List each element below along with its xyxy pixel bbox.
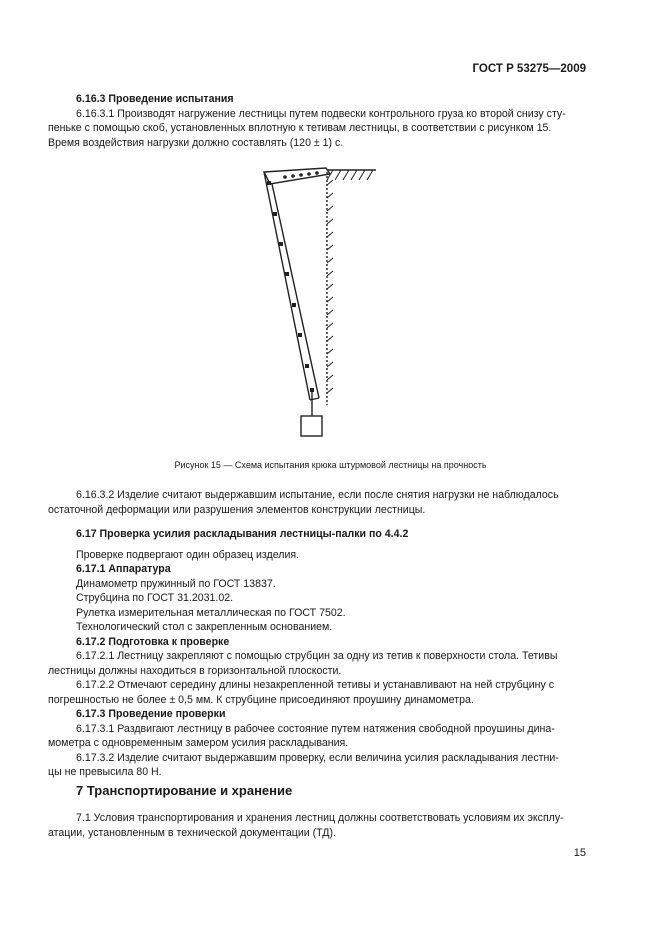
para-line: Время воздействия нагрузки должно составлять (120 ± 1) с. [48,136,344,149]
para-line: погрешностью не более ± 0,5 мм. К струбцине присоединяют проушину динамометра. [48,693,474,706]
control-weight [301,416,322,436]
para-line: 6.17.2.2 Отмечают середину длины незакрепленной тетивы и устанавливают на ней струбцину с [76,679,555,691]
para-line: цы не превысила 80 Н. [48,766,162,778]
wall-top-hatch [327,170,373,180]
heading-6-17-1: 6.17.1 Аппаратура [76,563,171,575]
para-line: 6.16.3.1 Производят нагружение лестницы путем подвески контрольного груза ко второй снизу сту- [76,107,566,120]
section-7-title: 7 Транспортирование и хранение [76,783,293,798]
para-line: 6.17.3.2 Изделие считают выдержавшим проверку, если величина усилия раскладывания лестни- [76,751,559,764]
heading-6-17-3: 6.17.3 Проведение проверки [76,708,226,720]
heading-6-17-2: 6.17.2 Подготовка к проверке [76,635,230,648]
heading-6-17: 6.17 Проверка усилия раскладывания лестницы-палки по 4.4.2 [76,528,409,540]
figure-caption: Рисунок 15 — Схема испытания крюка штурмовой лестницы на прочность [174,460,487,470]
hook-bar [264,168,330,184]
ladder-stringer-right [272,184,319,398]
para-line: пеньке с помощью скоб, установленных вплотную к тетивам лестницы, в соответствии с рисунком 15. [48,122,552,134]
para-6-16-3-2 [48,488,586,517]
para-line: 7.1 Условия транспортирования и хранения лестниц должны соответствовать условиям их эксплу- [76,812,564,824]
ladder-rungs [267,181,314,392]
para-7-1 [48,811,586,840]
para-line: Проверке подвергают один образец изделия. [76,548,300,561]
para-line: 6.17.3.1 Раздвигают лестницу в рабочее состояние путем натяжения свободной проушины дина- [76,722,555,735]
hook-holes [283,171,319,179]
equipment-item: Технологический стол с закрепленным основанием. [76,621,333,633]
page-number: 15 [573,847,586,859]
heading-6-16-3: 6.16.3 Проведение испытания [76,93,234,105]
wall-hatch [327,180,333,393]
para-line: остаточной деформации или разрушения элементов конструкции лестницы. [48,503,426,516]
equipment-item: Рулетка измерительная металлическая по ГОСТ 7502. [76,606,346,619]
para-line: 6.17.2.1 Лестницу закрепляют с помощью струбцин за одну из тетив к поверхности стола. Тетивы [76,650,558,662]
equipment-item: Струбцина по ГОСТ 31.2031.02. [76,592,234,604]
para-line: 6.16.3.2 Изделие считают выдержавшим испытание, если после снятия нагрузки не наблюдалось [76,489,559,501]
para-line: лестницы должны находиться в горизонтальной плоскости. [48,664,342,677]
para-line: мометра с одновременным замером усилия раскладывания. [48,737,349,749]
equipment-item: Динамометр пружинный по ГОСТ 13837. [76,577,276,590]
ladder-stringer-left [264,172,310,400]
para-line: атации, установленным в технической документации (ТД). [48,826,336,839]
document-id: ГОСТ Р 53275—2009 [472,63,586,75]
section-6-17 [48,527,586,780]
